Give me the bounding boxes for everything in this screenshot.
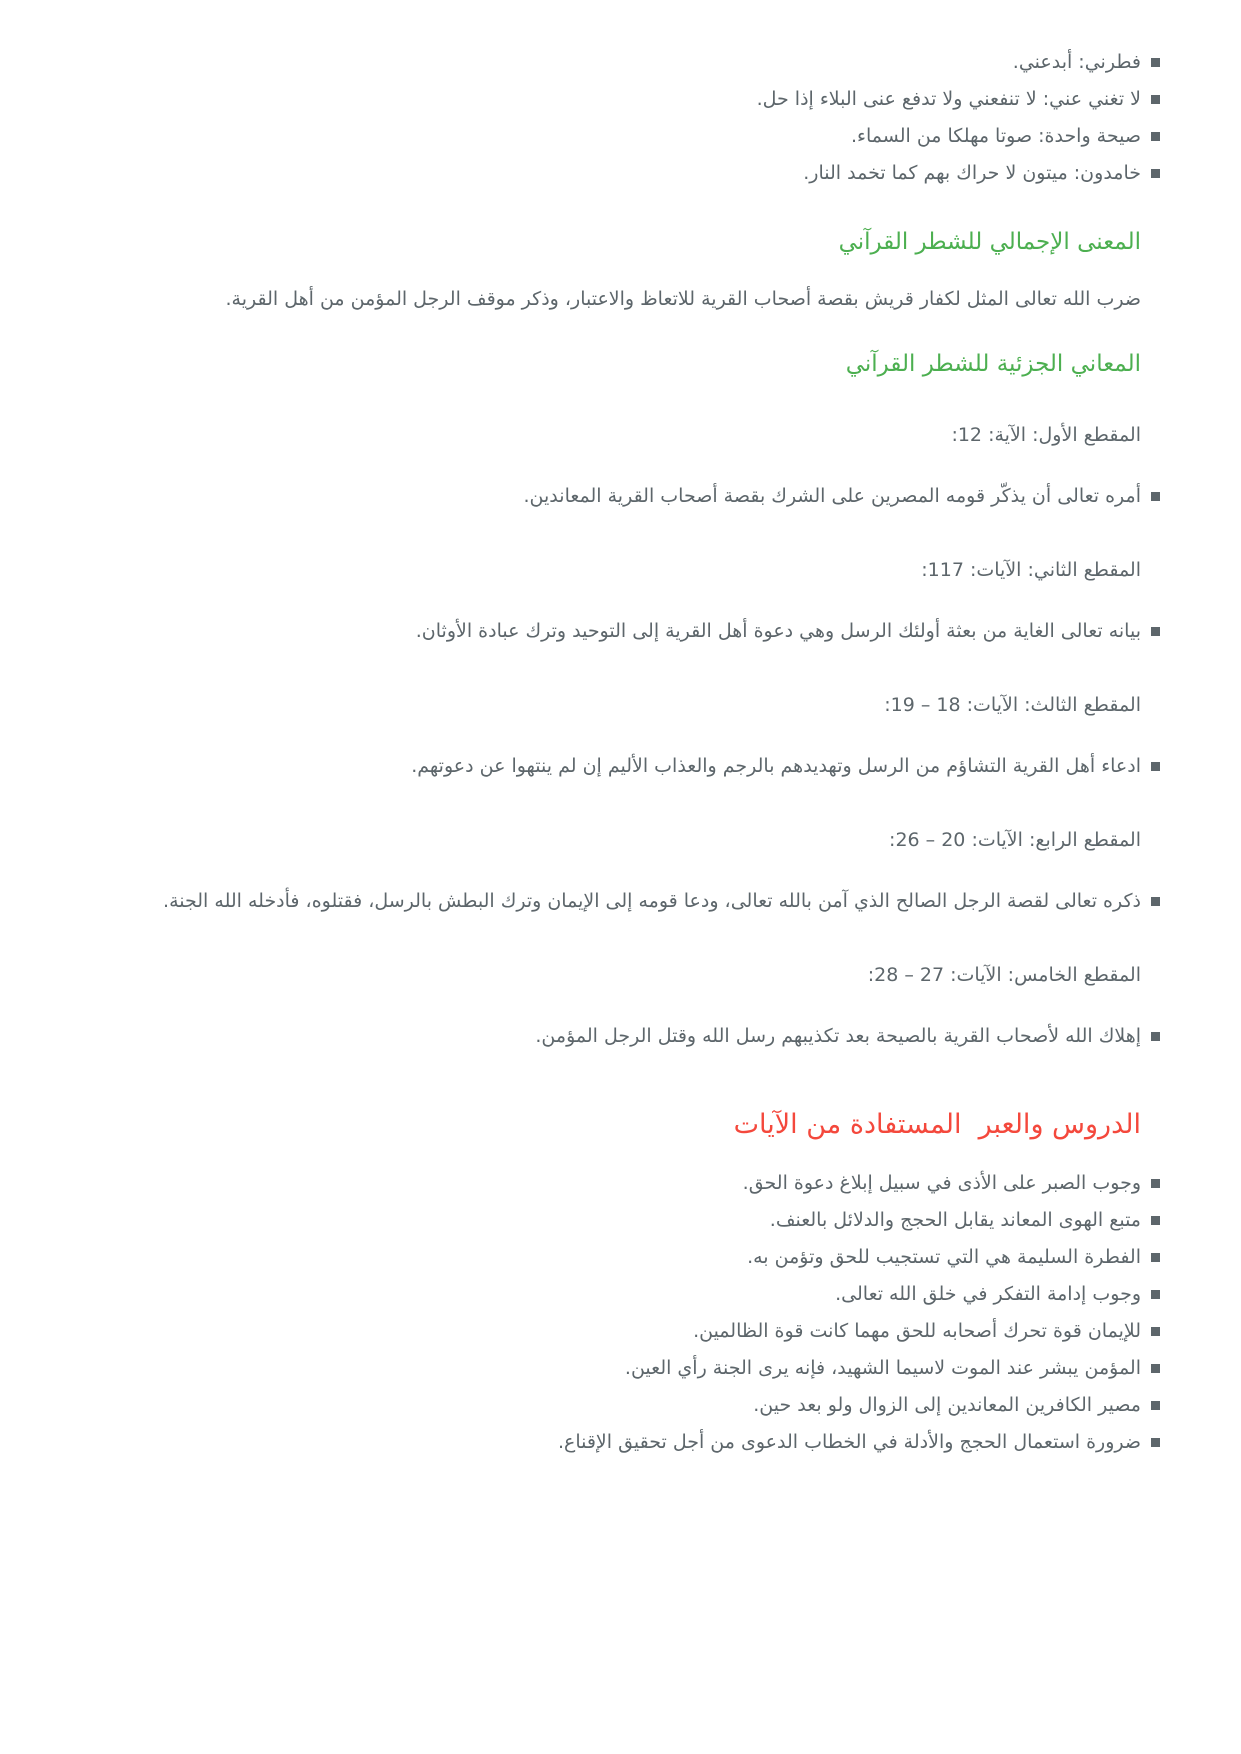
list-item [80, 81, 1141, 118]
square-bullet-icon [1151, 1253, 1160, 1262]
list-item [80, 478, 1141, 515]
list-item [80, 155, 1141, 192]
list-item-text: وجوب إدامة التفكر في خلق الله تعالى. [835, 1283, 1141, 1305]
segment-point-list [80, 1018, 1141, 1055]
square-bullet-icon [1151, 95, 1160, 104]
list-item [80, 1276, 1141, 1313]
square-bullet-icon [1151, 492, 1160, 501]
list-item [80, 1424, 1141, 1461]
lessons-list [80, 1165, 1141, 1461]
list-item-text: فطرني: أبدعني. [1012, 51, 1141, 73]
square-bullet-icon [1151, 1327, 1160, 1336]
segment-point-list [80, 883, 1141, 920]
list-item-text: لا تغني عني: لا تنفعني ولا تدفع عنى البلاء إذا حل. [756, 88, 1141, 110]
list-item-text: خامدون: ميتون لا حراك بهم كما تخمد النار. [803, 162, 1141, 184]
list-item-text: المؤمن يبشر عند الموت لاسيما الشهيد، فإنه يرى الجنة رأي العين. [624, 1357, 1141, 1379]
segment-point-list [80, 748, 1141, 785]
list-item-text: وجوب الصبر على الأذى في سبيل إبلاغ دعوة الحق. [742, 1172, 1141, 1194]
list-item-text: للإيمان قوة تحرك أصحابه للحق مهما كانت قوة الظالمين. [693, 1320, 1141, 1342]
list-item [80, 1350, 1141, 1387]
list-item [80, 1313, 1141, 1350]
list-item [80, 1165, 1141, 1202]
section-heading-overall-meaning: المعنى الإجمالي للشطر القرآني [838, 229, 1141, 255]
segment-title: المقطع الثالث: الآيات: 18 – 19: [884, 694, 1141, 716]
list-item-text: متبع الهوى المعاند يقابل الحجج والدلائل بالعنف. [769, 1209, 1141, 1231]
list-item [80, 748, 1141, 785]
square-bullet-icon [1151, 762, 1160, 771]
square-bullet-icon [1151, 169, 1160, 178]
segment-point-list [80, 613, 1141, 650]
square-bullet-icon [1151, 1401, 1160, 1410]
square-bullet-icon [1151, 1216, 1160, 1225]
section-heading-lessons: الدروس والعبر المستفادة من الآيات [733, 1109, 1141, 1140]
list-item-text: بيانه تعالى الغاية من بعثة أولئك الرسل وهي دعوة أهل القرية إلى التوحيد وترك عبادة الأوثان. [415, 620, 1141, 642]
list-item [80, 613, 1141, 650]
segment-point-list [80, 478, 1141, 515]
list-item-text: الفطرة السليمة هي التي تستجيب للحق وتؤمن به. [747, 1246, 1141, 1268]
list-item [80, 44, 1141, 81]
section-heading-partial-meanings: المعاني الجزئية للشطر القرآني [845, 351, 1141, 377]
list-item-text: ادعاء أهل القرية التشاؤم من الرسل وتهديدهم بالرجم والعذاب الأليم إن لم ينتهوا عن دعوتهم. [411, 755, 1141, 777]
list-item-text: أمره تعالى أن يذكّر قومه المصرين على الشرك بقصة أصحاب القرية المعاندين. [523, 485, 1141, 507]
segment-title: المقطع الثاني: الآيات: 117: [921, 559, 1141, 581]
square-bullet-icon [1151, 1438, 1160, 1447]
list-item-text: ضرورة استعمال الحجج والأدلة في الخطاب الدعوى من أجل تحقيق الإقناع. [557, 1431, 1141, 1453]
overall-meaning-text: ضرب الله تعالى المثل لكفار قريش بقصة أصحاب القرية للاتعاظ والاعتبار، وذكر موقف الرجل المؤمن من أهل القرية. [225, 288, 1141, 310]
list-item-text: ذكره تعالى لقصة الرجل الصالح الذي آمن بالله تعالى، ودعا قومه إلى الإيمان وترك البطش بالرسل، فقتلوه، فأدخله الله الجنة. [163, 890, 1141, 912]
square-bullet-icon [1151, 58, 1160, 67]
list-item [80, 883, 1141, 920]
list-item-text: صيحة واحدة: صوتا مهلكا من السماء. [851, 125, 1141, 147]
square-bullet-icon [1151, 1290, 1160, 1299]
glossary-list [80, 44, 1141, 192]
segment-title: المقطع الخامس: الآيات: 27 – 28: [867, 964, 1141, 986]
list-item-text: مصير الكافرين المعاندين إلى الزوال ولو بعد حين. [753, 1394, 1141, 1416]
square-bullet-icon [1151, 1032, 1160, 1041]
square-bullet-icon [1151, 1364, 1160, 1373]
list-item [80, 1239, 1141, 1276]
square-bullet-icon [1151, 132, 1160, 141]
square-bullet-icon [1151, 627, 1160, 636]
square-bullet-icon [1151, 897, 1160, 906]
list-item [80, 1018, 1141, 1055]
segment-title: المقطع الأول: الآية: 12: [951, 424, 1141, 446]
list-item [80, 1202, 1141, 1239]
segment-title: المقطع الرابع: الآيات: 20 – 26: [889, 829, 1141, 851]
list-item [80, 1387, 1141, 1424]
list-item-text: إهلاك الله لأصحاب القرية بالصيحة بعد تكذيبهم رسل الله وقتل الرجل المؤمن. [535, 1025, 1141, 1047]
list-item [80, 118, 1141, 155]
square-bullet-icon [1151, 1179, 1160, 1188]
